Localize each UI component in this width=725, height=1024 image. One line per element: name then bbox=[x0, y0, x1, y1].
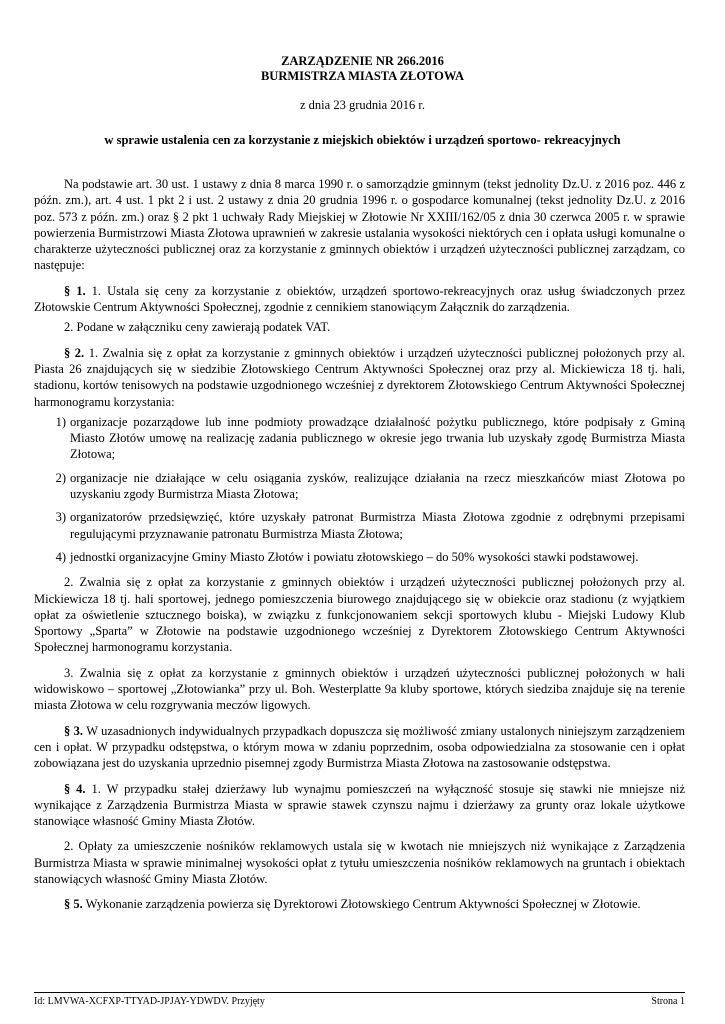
list-item-number: 2) bbox=[55, 470, 66, 485]
section-4-text: 1. W przypadku stałej dzierżawy lub wynajmu pomieszczeń na wyłączność stosuje się stawki nie mniejsze niż wynikające z Zarządzenia Burmistrza Miasta w sprawie stawek czynszu najmu i dzierżawy za grunty oraz lokale użytkowe stanowiące własność Gminy Miasta Złotów. bbox=[34, 781, 686, 829]
list-item bbox=[34, 509, 685, 542]
section-4-paragraph-1 bbox=[34, 781, 685, 830]
section-1-text: 1. Ustala się ceny za korzystanie z obiektów, urządzeń sportowo-rekreacyjnych oraz usług świadczonych przez Złotowskie Centrum Aktywności Społecznej, zgodnie z cennikiem stanowiącym Załącznik do zarządzenia. bbox=[34, 283, 685, 315]
section-2-paragraph-3: 3. Zwalnia się z opłat za korzystanie z gminnych obiektów i urządzeń użyteczności publicznej położonych w hali widowiskowo – sportowej „Złotowianka” przy ul. Boh. Westerplatte 9a kluby sportowe, których siedziba znajduje się na terenie miasta Złotowa w celu rozgrywania meczów ligowych. bbox=[34, 665, 685, 713]
section-4-label: § 4. bbox=[64, 781, 86, 796]
list-item-number: 4) bbox=[55, 549, 66, 564]
document-body bbox=[34, 176, 685, 922]
section-1-paragraph-1 bbox=[34, 283, 685, 316]
title-line-1: ZARZĄDZENIE NR 266.2016 bbox=[281, 54, 444, 68]
document-id: Id: LMVWA-XCFXP-TTYAD-JPJAY-YDWDV. Przyjęty bbox=[34, 996, 265, 1007]
section-1-label: § 1. bbox=[64, 283, 86, 298]
list-item-text: organizacje nie działające w celu osiągania zysków, realizujące działania na rzecz mieszkańców miast Złotowa po uzyskaniu zgody Burmistrza Miasta Złotowa; bbox=[70, 470, 685, 502]
page-number: Strona 1 bbox=[651, 996, 685, 1007]
document-date: z dnia 23 grudnia 2016 r. bbox=[300, 98, 425, 112]
title-line-2: BURMISTRZA MIASTA ZŁOTOWA bbox=[260, 69, 465, 83]
section-2-label: § 2. bbox=[64, 345, 85, 360]
section-2-text: 1. Zwalnia się z opłat za korzystanie z gminnych obiektów i urządzeń użyteczności publicznej położonych przy al. Piasta 26 znajdujących się w siedzibie Złotowskiego Centrum Aktywności Społecznej oraz przy al. Mickiewicza 18 tj. hali, stadionu, kortów tenisowych na podstawie uzgodnionego wcześniej z dyrektorem Złotowskiego Centrum Aktywności Społecznej harmonogramu korzystania: bbox=[34, 345, 686, 409]
list-item-text: organizatorów przedsięwzięć, które uzyskały patronat Burmistrza Miasta Złotowa zgodnie z odrębnymi przepisami regulującymi przyznawanie patronatu Burmistrza Miasta Złotowa; bbox=[70, 510, 685, 541]
preamble: Na podstawie art. 30 ust. 1 ustawy z dnia 8 marca 1990 r. o samorządzie gminnym (tekst jednolity Dz.U. z 2016 poz. 446 z późn. zm.), art. 4 ust. 1 pkt 2 i ust. 2 ustawy z dnia 20 grudnia 1996 r. o gospodarce komunalnej (tekst jednolity Dz.U. z 2016 poz. 573 z późn. zm.) oraz § 2 pkt 1 uchwały Rady Miejskiej w Złotowie Nr XXIII/162/05 z dnia 30 czerwca 2005 r. w sprawie powierzenia Burmistrzowi Miasta Złotowa uprawnień w zakresie ustalania wysokości niektórych cen i opłata usługi komunalne o charakterze użyteczności publicznej oraz za korzystanie z gminnych obiektów i urządzeń użyteczności publicznej zarządzam, co następuje: bbox=[34, 177, 685, 273]
list-item bbox=[34, 414, 685, 463]
section-3-paragraph bbox=[34, 723, 685, 772]
exemption-list bbox=[34, 414, 685, 565]
section-4-paragraph-2: 2. Opłaty za umieszczenie nośników reklamowych ustala się w kwotach nie mniejszych niż wynikające z Zarządzenia Burmistrza Miasta w sprawie minimalnej wysokości opłat z tytułu umieszczenia nośników reklamowych na gruntach i obiektach stanowiących własność Gminy Miasta Złotów. bbox=[34, 839, 685, 886]
list-item-number: 3) bbox=[55, 510, 66, 525]
list-item-text: organizacje pozarządowe lub inne podmioty prowadzące działalność pożytku publicznego, które podpisały z Gminą Miasto Złotów umowę na realizację zadania publicznego w okresie jego trwania lub uzyskały zgodę Burmistrza Miasta Złotowa; bbox=[70, 414, 685, 462]
section-3-label: § 3. bbox=[64, 723, 84, 738]
section-5-label: § 5. bbox=[64, 897, 83, 912]
section-3-text: W uzasadnionych indywidualnych przypadkach dopuszcza się możliwość zmiany ustalonych niniejszym zarządzeniem cen i opłat. W przypadku odstępstwa, o którym mowa w zdaniu poprzednim, osoba odpowiedzialna za stosowanie cen i opłat zobowiązana jest do uzyskania uprzednio pisemnej zgody Burmistrza Miasta Złotowa na zastosowanie odstępstwa. bbox=[34, 723, 686, 771]
footer-divider bbox=[34, 992, 685, 993]
section-5-text: Wykonanie zarządzenia powierza się Dyrektorowi Złotowskiego Centrum Aktywności Społecznej w Złotowie. bbox=[82, 897, 641, 912]
section-2-paragraph-2: 2. Zwalnia się z opłat za korzystanie z gminnych obiektów i urządzeń użyteczności publicznej położonych przy al. Mickiewicza 18 tj. hali sportowej, jednego pomieszczenia biurowego znajdującego się w obiekcie oraz stadionu (z wyjątkiem opłat za oświetlenie sztucznego boiska), w związku z funkcjonowaniem sekcji sportowych klubu - Miejski Ludowy Klub Sportowy „Sparta” w Złotowie na podstawie uzgodnionego wcześniej z Dyrektorem Złotowskiego Centrum Aktywności Społecznej harmonogramu korzystania. bbox=[34, 575, 685, 655]
list-item-text: jednostki organizacyjne Gminy Miasto Złotów i powiatu złotowskiego – do 50% wysokości stawki podstawowej. bbox=[70, 549, 639, 564]
document-title bbox=[0, 54, 725, 84]
section-2-paragraph-1 bbox=[34, 345, 685, 410]
section-1-paragraph-2: 2. Podane w załączniku ceny zawierają podatek VAT. bbox=[64, 320, 331, 335]
document-subject: w sprawie ustalenia cen za korzystanie z miejskich obiektów i urządzeń sportowo- rekreacyjnych bbox=[104, 133, 621, 147]
section-5-paragraph bbox=[34, 896, 685, 912]
list-item bbox=[34, 549, 685, 565]
list-item bbox=[34, 470, 685, 503]
page-footer bbox=[34, 996, 685, 1007]
list-item-number: 1) bbox=[55, 414, 66, 429]
